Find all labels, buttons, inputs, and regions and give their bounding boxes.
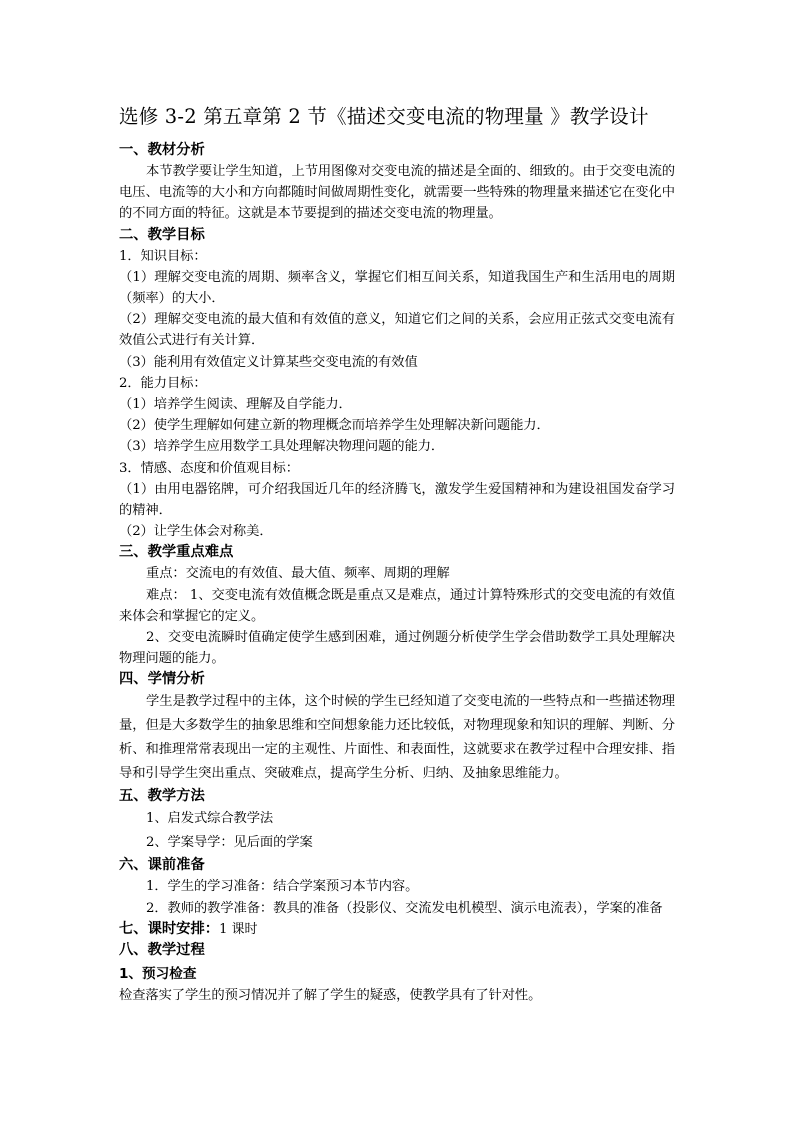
subsection-heading-preview-check: 1、预习检查 — [119, 965, 197, 982]
section-heading-teaching-objectives: 二、教学目标 — [119, 226, 205, 243]
key-points-line: 重点：交流电的有效值、最大值、频率、周期的理解 — [146, 566, 450, 582]
teacher-preparation: 2．教师的教学准备：教具的准备（投影仪、交流发电机模型、演示电流表），学案的准备 — [146, 900, 663, 916]
learner-analysis-paragraph: 学生是教学过程中的主体，这个时候的学生已经知道了交变电流的一些特点和一些描述物理量，但是大多数学生的抽象思维和空间想象能力还比较低，对物理现象和知识的理解、判断、分析、和推理常常表现出一定的主观性、片面性、和表面性，这就要求在教学过程中合理安排、指导和引导学生突出重点、突破难点，提高学生分析、归纳、及抽象思维能力。 — [119, 694, 675, 782]
difficult-point-1: 难点： 1、交变电流有效值概念既是重点又是难点，通过计算特殊形式的交变电流的有效值来体会和掌握它的定义。 — [119, 587, 675, 624]
section-heading-preparation: 六、课前准备 — [119, 857, 205, 874]
knowledge-objective-1: （1）理解交变电流的周期、频率含义，掌握它们相互间关系，知道我国生产和生活用电的周期（频率）的大小． — [119, 269, 675, 307]
ability-objective-2: （2）使学生理解如何建立新的物理概念而培养学生处理解决新问题能力． — [119, 418, 550, 434]
class-hours-value: 1 课时 — [219, 921, 258, 937]
preview-check-paragraph: 检查落实了学生的预习情况并了解了学生的疑惑，使教学具有了针对性。 — [119, 987, 542, 1003]
section-heading-key-difficult-points: 三、教学重点难点 — [119, 544, 234, 561]
section-heading-teaching-process: 八、教学过程 — [119, 941, 205, 958]
knowledge-objective-2: （2）理解交变电流的最大值和有效值的意义，知道它们之间的关系，会应用正弦式交变电流有效值公式进行有关计算． — [119, 312, 675, 349]
teaching-method-2: 2、学案导学：见后面的学案 — [146, 835, 313, 851]
ability-objectives-label: 2．能力目标： — [119, 375, 207, 391]
section-heading-teaching-methods: 五、教学方法 — [119, 788, 205, 805]
document-title: 选修 3-2 第五章第 2 节《描述交变电流的物理量 》教学设计 — [119, 105, 649, 128]
class-hours-label: 七、课时安排： — [119, 920, 220, 937]
knowledge-objectives-label: 1．知识目标： — [119, 248, 207, 264]
emotion-objective-1: （1）由用电器铭牌，可介绍我国近几年的经济腾飞，激发学生爱国精神和为建设祖国发奋学习的精神． — [119, 481, 675, 519]
student-preparation: 1．学生的学习准备：结合学案预习本节内容。 — [146, 879, 419, 895]
teaching-method-1: 1、启发式综合教学法 — [146, 811, 274, 827]
difficult-point-2: 2、交变电流瞬时值确定使学生感到困难，通过例题分析使学生学会借助数学工具处理解决物理问题的能力。 — [119, 630, 675, 667]
ability-objective-1: （1）培养学生阅读、理解及自学能力． — [119, 397, 352, 413]
emotion-objective-2: （2）让学生体会对称美． — [119, 524, 273, 540]
document-body — [119, 104, 675, 1006]
emotion-objectives-label: 3．情感、态度和价值观目标： — [119, 460, 299, 476]
section-heading-textbook-analysis: 一、教材分析 — [119, 142, 205, 158]
section-heading-learner-analysis: 四、学情分析 — [119, 671, 205, 688]
knowledge-objective-3: （3）能利用有效值定义计算某些交变电流的有效值 — [119, 354, 418, 370]
ability-objective-3: （3）培养学生应用数学工具处理解决物理问题的能力． — [119, 439, 445, 455]
section-heading-class-hours — [119, 919, 675, 940]
textbook-analysis-paragraph: 本节教学要让学生知道，上节用图像对交变电流的描述是全面的、细致的。由于交变电流的电压、电流等的大小和方向都随时间做周期性变化，就需要一些特殊的物理量来描述它在变化中的不同方面的特征。这就是本节要提到的描述交变电流的物理量。 — [119, 164, 675, 222]
